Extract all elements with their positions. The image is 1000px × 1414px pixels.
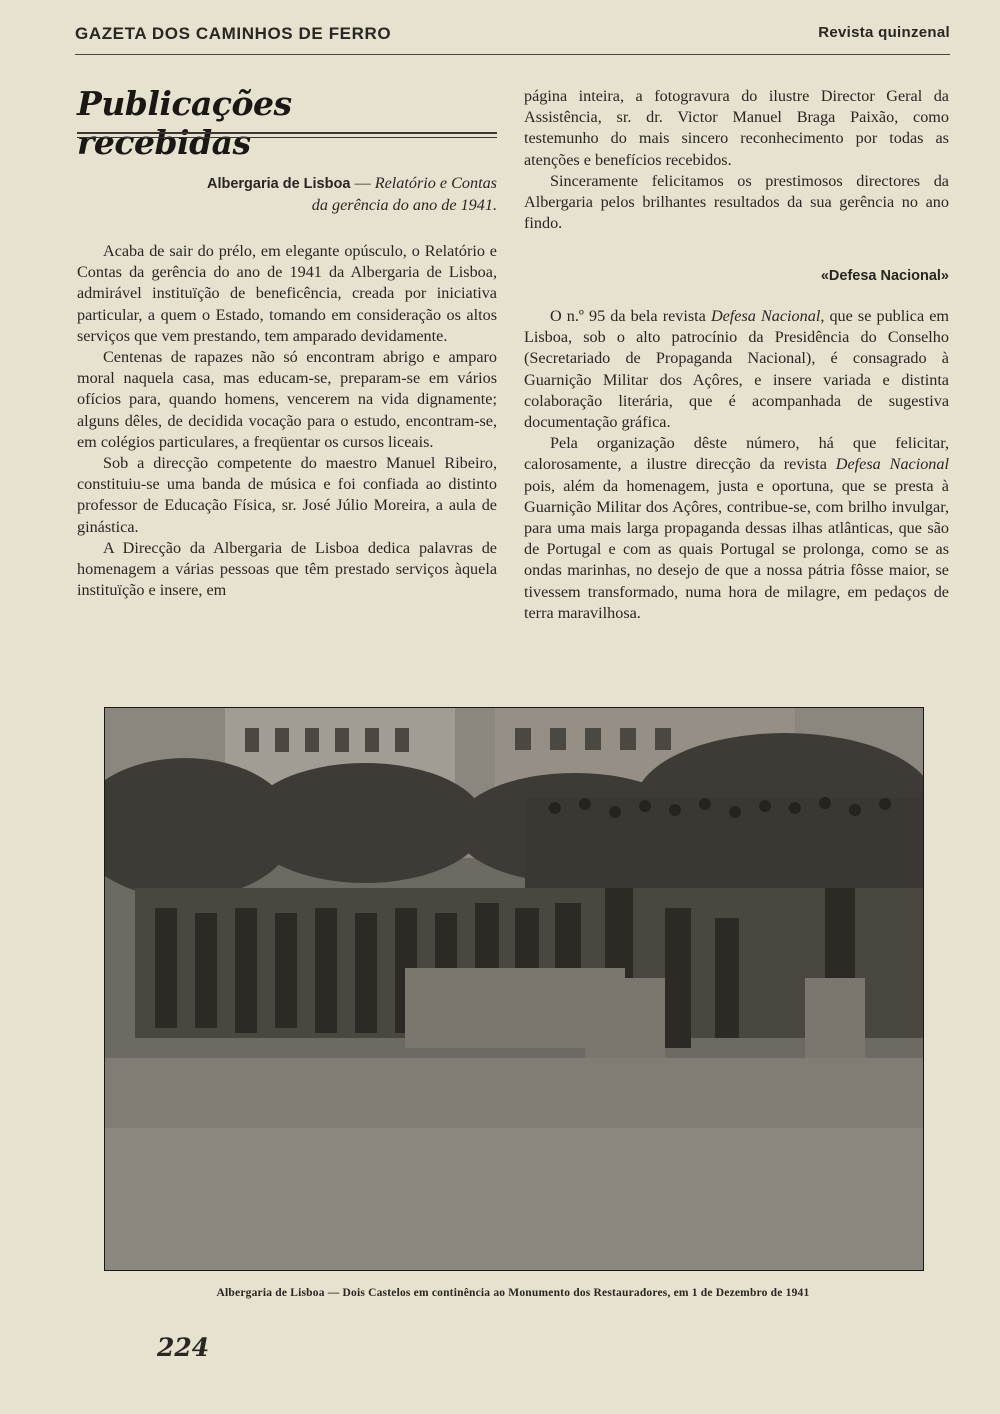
paragraph	[524, 306, 949, 433]
magazine-name: Defesa Nacional	[710, 307, 821, 325]
section-title: Publicações recebidas	[77, 84, 292, 162]
magazine-frequency: Revista quinzenal	[818, 24, 950, 41]
text-run: O n.º 95 da bela revista	[550, 307, 711, 325]
article-organization: Albergaria de Lisboa	[206, 176, 351, 192]
article-subtitle-line2: da gerência do ano de 1941.	[311, 196, 497, 215]
magazine-name: Defesa Nacional	[835, 455, 949, 474]
photo-illustration	[105, 708, 923, 1270]
paragraph	[524, 433, 949, 624]
running-header	[75, 24, 950, 55]
article-heading	[77, 173, 497, 216]
paragraph: Sob a direcção competente do maestro Manuel Ribeiro, constituiu-se uma banda de música e foi confiada ao distinto professor de Educação Física, sr. José Júlio Moreira, a aula de ginástica.	[77, 454, 497, 536]
text-run: pois, além da homenagem, justa e oportuna, que se presta à Guarnição Militar dos Açôres, contribue-se, com brilho invulgar, para uma mais larga propaganda dessas ilhas atlânticas, que são de Portugal e com as quais Portugal se prolonga, como se as ondas marinhas, no desejo de que a nossa pátria fôsse maior, se tivessem transformado, numa hora de milagre, em pedaços de terra maravilhosa.	[524, 476, 949, 622]
title-rule	[77, 132, 497, 134]
article2-title: «Defesa Nacional»	[820, 268, 949, 284]
paragraph: Acaba de sair do prélo, em elegante opúsculo, o Relatório e Contas da gerência do ano de 1941 da Albergaria de Lisboa, admirável instituïção de beneficência, creada por iniciativa particular, a quem o Estado, tomando em consideração os altos serviços que vem prestando, tem amparado devidamente.	[77, 242, 497, 345]
text-run: Pela organização dêste número, há que felicitar, calorosamente, a ilustre direcção da revista	[524, 434, 949, 474]
parade-photograph	[104, 707, 924, 1271]
photo-caption: Albergaria de Lisboa — Dois Castelos em continência ao Monumento dos Restauradores, em 1 de Dezembro de 1941	[216, 1287, 810, 1299]
page-number: 224	[157, 1333, 210, 1362]
heading-dash: —	[350, 174, 375, 192]
paragraph: página inteira, a fotogravura do ilustre Director Geral da Assistência, sr. dr. Victor Manuel Braga Paixão, como testemunho do mais sincero reconhecimento por todas as atenções e benefícios recebidos.	[524, 87, 949, 169]
title-rule-thin	[77, 137, 497, 138]
article-subtitle-line1: Relatório e Contas	[374, 174, 497, 192]
magazine-title: GAZETA DOS CAMINHOS DE FERRO	[75, 24, 392, 43]
text-run: , que se publica em Lisboa, sob o alto patrocínio da Presidência do Conselho (Secretariado de Propaganda Nacional), é consagrado à Guarnição Militar dos Açôres, e insere variada e distinta colaboração literária, que é acompanhada de sugestiva documentação gráfica.	[524, 307, 949, 432]
paragraph: Sinceramente felicitamos os prestimosos directores da Albergaria pelos brilhantes resultados da sua gerência no ano findo.	[524, 171, 949, 233]
paragraph: A Direcção da Albergaria de Lisboa dedica palavras de homenagem a várias pessoas que têm prestado serviços àquela instituïção e insere, em	[77, 538, 497, 600]
article-body-continuation	[524, 86, 949, 234]
article2-body	[524, 306, 949, 624]
article-body-left	[77, 241, 497, 601]
paragraph: Centenas de rapazes não só encontram abrigo e amparo moral naquela casa, mas educam-se, preparam-se em vários ofícios para, quando homens, vencerem na vida dignamente; alguns dêles, de decidida vocação para o estudo, encontram-se, em colégios particulares, a freqüentar os cursos liceais.	[77, 348, 497, 451]
